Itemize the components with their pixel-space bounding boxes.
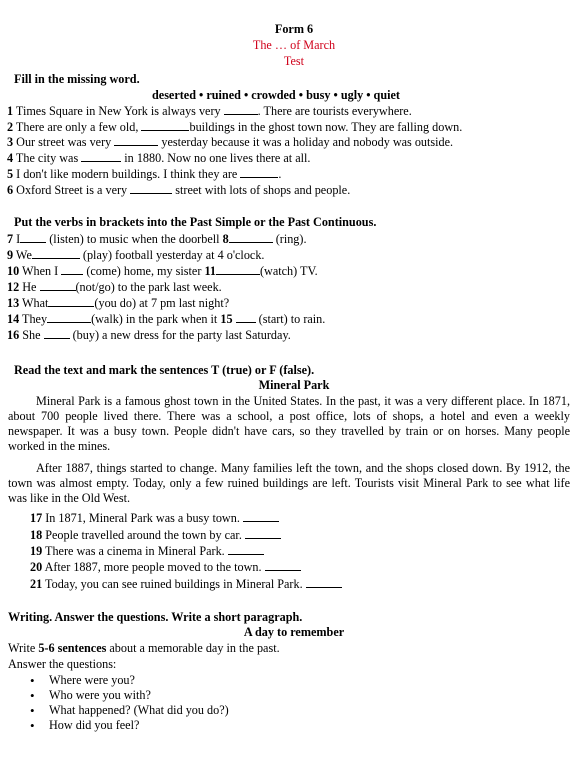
verb-item-9	[7, 247, 264, 263]
answer-blank[interactable]	[141, 119, 189, 131]
answer-questions-label: Answer the questions:	[8, 657, 117, 671]
item-number: 14	[7, 312, 20, 326]
item-number: 12	[7, 280, 20, 294]
section4-title: Writing. Answer the questions. Write a short paragraph.	[8, 610, 303, 624]
answer-blank[interactable]	[240, 166, 278, 178]
item-number: 1	[7, 104, 14, 118]
question-item: • Where were you?	[0, 673, 588, 688]
instruction-text: Write	[8, 641, 39, 655]
item-number: 19	[30, 544, 43, 558]
item-text: in 1880. Now no one lives there at all.	[124, 151, 311, 165]
item-text: What	[22, 296, 49, 310]
exercise-item-6	[7, 182, 350, 198]
item-text: They	[22, 312, 48, 326]
item-text: I	[16, 232, 21, 246]
instruction-text: about a memorable day in the past.	[106, 641, 280, 655]
item-text: Our street was very	[16, 135, 112, 149]
item-text: (start) to rain.	[258, 312, 326, 326]
item-text: .	[278, 167, 282, 181]
statement-text: After 1887, more people moved to the town.	[44, 560, 262, 574]
item-number: 18	[30, 528, 43, 542]
item-number: 2	[7, 120, 14, 134]
answer-blank[interactable]	[44, 327, 70, 339]
item-text: (not/go) to the park last week.	[75, 280, 222, 294]
item-number: 20	[30, 560, 43, 574]
item-text: There are only a few old,	[15, 120, 139, 134]
item-number: 21	[30, 577, 43, 591]
tf-answer-blank[interactable]	[265, 559, 301, 571]
question-item: • Who were you with?	[0, 688, 588, 703]
test-label: Test	[283, 54, 305, 68]
tf-statement-20	[30, 559, 301, 575]
item-text: Oxford Street is a very	[16, 183, 128, 197]
item-number: 3	[7, 135, 14, 149]
verb-item-14-15	[7, 311, 325, 327]
verb-item-12	[7, 279, 222, 295]
item-number: 17	[30, 511, 43, 525]
item-text: I don't like modern buildings. I think they are	[16, 167, 238, 181]
item-text: The city was	[15, 151, 79, 165]
item-number: 8	[222, 232, 229, 246]
answer-blank[interactable]	[236, 311, 256, 323]
item-text: yesterday because it was a holiday and nobody was outside.	[161, 135, 454, 149]
answer-blank[interactable]	[32, 247, 80, 259]
word-bank: deserted • ruined • crowded • busy • ugly • quiet	[152, 88, 400, 102]
item-number: 16	[7, 328, 20, 342]
test-subtitle: The … of March	[252, 38, 336, 52]
answer-blank[interactable]	[130, 182, 172, 194]
reading-paragraph-2: After 1887, things started to change. Many families left the town, and the shops closed down. By 1912, the town was almost empty. Today, only a few ruined buildings are left. Tourists visit Mineral Park to see what life was like in the Old West.	[8, 461, 570, 505]
question-item: • How did you feel?	[0, 718, 588, 733]
verb-item-7-8	[7, 231, 307, 247]
item-text: (listen) to music when the doorbell	[49, 232, 220, 246]
item-text: (watch) TV.	[259, 264, 318, 278]
item-text: He	[22, 280, 37, 294]
item-text: We	[15, 248, 32, 262]
item-number: 10	[7, 264, 20, 278]
item-text: (you do) at 7 pm last night?	[94, 296, 230, 310]
tf-statement-18	[30, 527, 281, 543]
tf-statement-21	[30, 576, 342, 592]
item-number: 4	[7, 151, 14, 165]
item-text: buildings in the ghost town now. They are falling down.	[189, 120, 463, 134]
item-text: (come) home, my sister	[86, 264, 202, 278]
exercise-item-1	[7, 103, 412, 119]
exercise-item-4	[7, 150, 310, 166]
answer-blank[interactable]	[229, 231, 273, 243]
text-title: Mineral Park	[258, 378, 330, 392]
statement-text: Today, you can see ruined buildings in Mineral Park.	[45, 577, 303, 591]
item-text: street with lots of shops and people.	[175, 183, 351, 197]
tf-statement-17	[30, 510, 279, 526]
section3-title: Read the text and mark the sentences T (true) or F (false).	[14, 363, 315, 377]
tf-answer-blank[interactable]	[228, 543, 264, 555]
section1-title: Fill in the missing word.	[14, 72, 140, 86]
answer-blank[interactable]	[114, 134, 158, 146]
item-text: (walk) in the park when it	[91, 312, 218, 326]
exercise-item-5	[7, 166, 281, 182]
answer-blank[interactable]	[47, 311, 91, 323]
writing-instruction	[8, 641, 280, 656]
answer-blank[interactable]	[61, 263, 83, 275]
answer-blank[interactable]	[224, 103, 258, 115]
answer-blank[interactable]	[40, 279, 76, 291]
verb-item-13	[7, 295, 229, 311]
form-label: Form 6	[274, 22, 314, 36]
exercise-item-2	[7, 119, 462, 135]
statement-text: People travelled around the town by car.	[45, 528, 242, 542]
tf-answer-blank[interactable]	[306, 576, 342, 588]
statement-text: In 1871, Mineral Park was a busy town.	[45, 511, 240, 525]
item-number: 6	[7, 183, 14, 197]
item-text: (buy) a new dress for the party last Saturday.	[72, 328, 291, 342]
item-text: She	[22, 328, 41, 342]
item-number: 11	[204, 264, 216, 278]
verb-item-16	[7, 327, 291, 343]
statement-text: There was a cinema in Mineral Park.	[45, 544, 225, 558]
question-list	[0, 673, 588, 733]
item-number: 5	[7, 167, 14, 181]
writing-topic: A day to remember	[243, 625, 345, 639]
item-number: 13	[7, 296, 20, 310]
section2-title: Put the verbs in brackets into the Past Simple or the Past Continuous.	[14, 215, 377, 229]
question-item: • What happened? (What did you do?)	[0, 703, 588, 718]
answer-blank[interactable]	[81, 150, 121, 162]
item-text: (play) football yesterday at 4 o'clock.	[82, 248, 265, 262]
item-text: (ring).	[275, 232, 307, 246]
item-number: 7	[7, 232, 14, 246]
verb-item-10-11	[7, 263, 318, 279]
answer-blank[interactable]	[48, 295, 94, 307]
tf-statement-19	[30, 543, 264, 559]
answer-blank[interactable]	[20, 231, 46, 243]
item-text: Times Square in New York is always very	[15, 104, 221, 118]
answer-blank[interactable]	[216, 263, 260, 275]
item-number: 15	[220, 312, 233, 326]
item-text: When I	[22, 264, 59, 278]
tf-answer-blank[interactable]	[245, 527, 281, 539]
exercise-item-3	[7, 134, 453, 150]
tf-answer-blank[interactable]	[243, 510, 279, 522]
item-text: . There are tourists everywhere.	[257, 104, 412, 118]
item-number: 9	[7, 248, 14, 262]
instruction-emphasis: 5-6 sentences	[38, 641, 107, 655]
reading-paragraph-1: Mineral Park is a famous ghost town in the United States. In the past, it was a very different place. In 1871, about 700 people lived there. There was a school, a post office, lots of shops, a hotel and even a weekly newspaper. It was a busy town. People didn't have cars, so they travelled by train or on horses. Many people worked in the mines.	[8, 394, 570, 453]
